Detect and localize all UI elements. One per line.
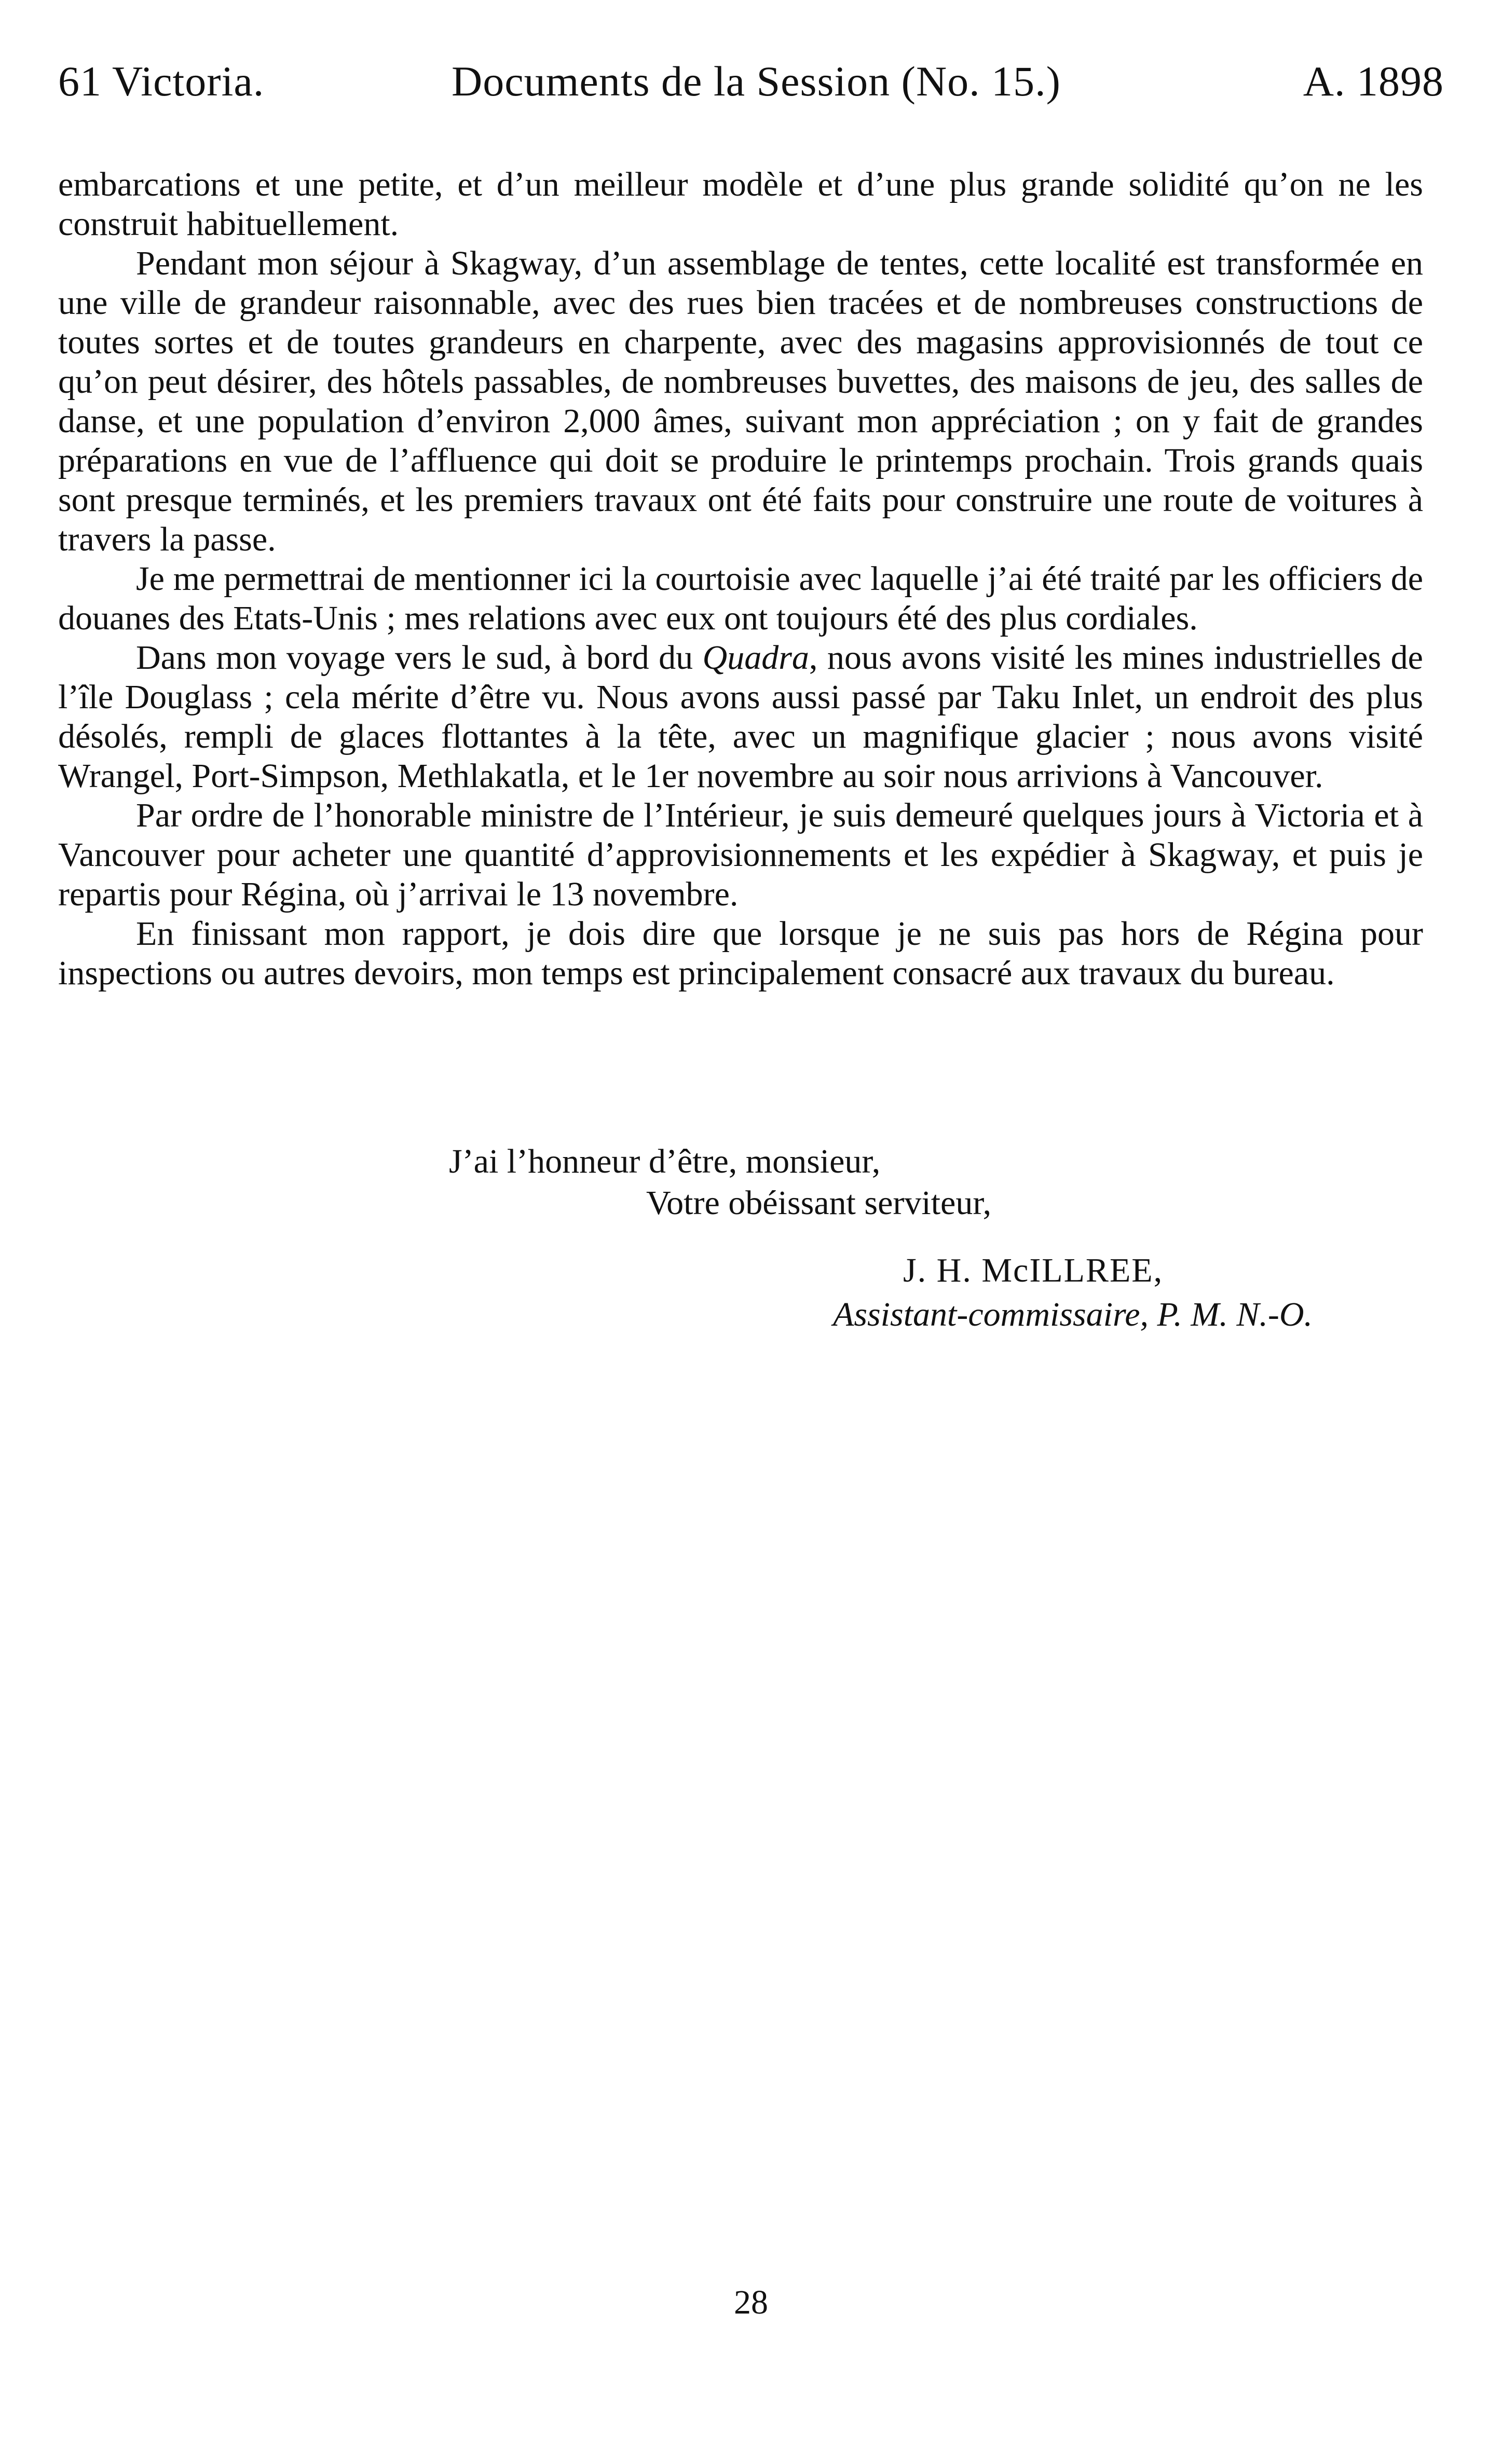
- paragraph-courtesy: Je me permettrai de mentionner ici la courtoisie avec laquelle j’ai été traité par les officiers de douanes des Etats-Unis ; mes relations avec eux ont toujours été des plus cordiales.: [58, 560, 1423, 637]
- page-number: 28: [734, 2283, 768, 2321]
- voyage-text-before: Dans mon voyage vers le sud, à bord du: [136, 639, 703, 677]
- closing-valediction: Votre obéissant serviteur,: [646, 1184, 992, 1222]
- closing-salutation: J’ai l’honneur d’être, monsieur,: [449, 1142, 881, 1180]
- running-header: [58, 57, 1444, 114]
- paragraph-voyage: [58, 638, 1423, 796]
- signature-name: J. H. McILLREE,: [903, 1251, 1164, 1289]
- paragraph-orders: Par ordre de l’honorable ministre de l’Intérieur, je suis demeuré quelques jours à Victoria et à Vancouver pour acheter une quantité d’approvisionnements et les expédier à Skagway, et puis je repartis pour Régina, où j’arrivai le 13 novembre.: [58, 796, 1423, 913]
- report-body: [58, 165, 1423, 993]
- paragraph-conclusion: En finissant mon rapport, je dois dire que lorsque je ne suis pas hors de Régina pour inspections ou autres devoirs, mon temps est principalement consacré aux travaux du bureau.: [58, 915, 1423, 992]
- paragraph-continuation: embarcations et une petite, et d’un meilleur modèle et d’une plus grande solidité qu’on ne les construit habituellement.: [58, 166, 1423, 243]
- ship-name: Quadra: [702, 639, 809, 677]
- paragraph-skagway: Pendant mon séjour à Skagway, d’un assemblage de tentes, cette localité est transformée en une ville de grandeur raisonnable, avec des rues bien tracées et de nombreuses constructions de toutes sortes et de toutes grandeurs en charpente, avec des magasins approvisionnés de tout ce qu’on peut désirer, des hôtels passables, de nombreuses buvettes, des maisons de jeu, des salles de danse, et une population d’environ 2,000 âmes, suivant mon appréciation ; on y fait de grandes préparations en vue de l’affluence qui doit se produire le printemps prochain. Trois grands quais sont presque terminés, et les premiers travaux ont été faits pour construire une route de voitures à travers la passe.: [58, 244, 1423, 558]
- voyage-text-after: , nous avons visité les mines industrielles de l’île Douglass ; cela mérite d’être vu. Nous avons aussi passé par Taku Inlet, un endroit des plus désolés, rempli de glaces flottantes à la tête, avec un magnifique glacier ; nous avons visité Wrangel, Port-Simpson, Methlakatla, et le 1er novembre au soir nous arrivions à Vancouver.: [58, 639, 1423, 795]
- header-year: A. 1898: [1303, 58, 1444, 105]
- header-volume: 61 Victoria.: [58, 58, 265, 105]
- signature-title: Assistant-commissaire, P. M. N.-O.: [833, 1296, 1313, 1333]
- header-title: Documents de la Session (No. 15.): [452, 58, 1061, 105]
